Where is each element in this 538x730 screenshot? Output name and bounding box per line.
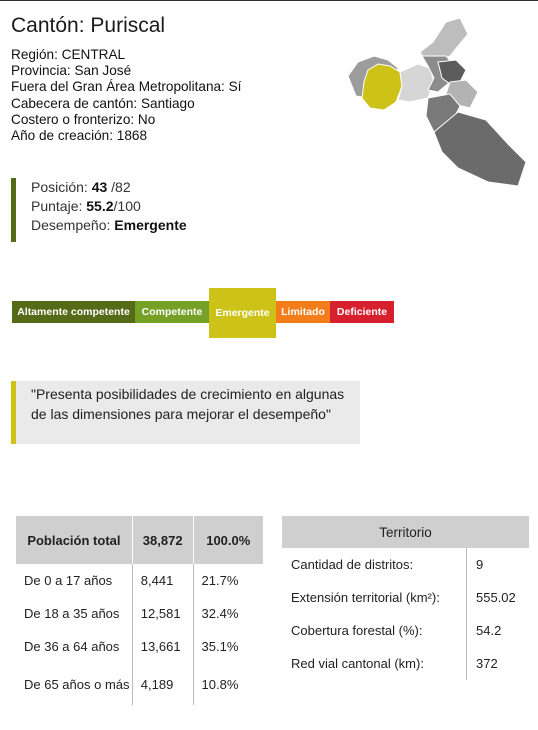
top-rule <box>0 0 538 1</box>
age-group-percent: 35.1% <box>193 630 263 663</box>
scale-emergente: Emergente <box>209 288 276 338</box>
territory-value: 555.02 <box>467 581 530 614</box>
meta-gam: Fuera del Gran Área Metropolitana: Sí <box>11 79 242 95</box>
scale-competente: Competente <box>135 301 209 323</box>
population-table <box>16 516 263 705</box>
score-panel <box>11 178 187 242</box>
age-group-percent: 32.4% <box>193 597 263 630</box>
page-title: Cantón: Puriscal <box>11 14 166 37</box>
canton-metadata <box>11 47 241 144</box>
table-row <box>16 597 263 630</box>
table-row <box>16 564 263 597</box>
scale-altamente-competente: Altamente competente <box>12 301 135 323</box>
population-header-total: 38,872 <box>132 516 193 564</box>
performance-quote: "Presenta posibilidades de crecimiento en algunas de las dimensiones para mejorar el desempeño" <box>11 381 360 444</box>
map-region-center <box>398 64 434 102</box>
population-header-percent: 100.0% <box>193 516 263 564</box>
age-group-label: De 0 a 17 años <box>24 573 113 588</box>
age-group-percent: 10.8% <box>193 663 263 705</box>
table-row <box>282 614 529 647</box>
table-row <box>282 647 529 680</box>
territory-value: 54.2 <box>467 614 530 647</box>
map-region-north <box>420 18 468 62</box>
age-group-label: De 65 años o más <box>24 676 130 692</box>
table-row <box>16 663 263 705</box>
table-row <box>282 581 529 614</box>
territory-label: Extensión territorial (km²): <box>291 590 440 605</box>
canton-location-map <box>338 12 534 192</box>
territory-header: Territorio <box>282 516 529 548</box>
map-region-puriscal <box>362 64 402 110</box>
population-header-label: Población total <box>16 516 132 564</box>
territory-value: 372 <box>467 647 530 680</box>
age-group-count: 4,189 <box>132 663 193 705</box>
territory-header-row <box>282 516 529 548</box>
map-region-south <box>434 112 526 186</box>
age-group-percent: 21.7% <box>193 564 263 597</box>
desempeno-line: Desempeño: Emergente <box>31 217 187 233</box>
population-header-row <box>16 516 263 564</box>
age-group-label: De 36 a 64 años <box>24 639 120 654</box>
meta-ano-creacion: Año de creación: 1868 <box>11 128 148 144</box>
position-line: Posición: 43 /82 <box>31 179 131 195</box>
territory-label: Cantidad de distritos: <box>291 557 414 572</box>
age-group-count: 13,661 <box>132 630 193 663</box>
age-group-label: De 18 a 35 años <box>24 606 120 621</box>
scale-deficiente: Deficiente <box>330 301 394 323</box>
age-group-count: 12,581 <box>132 597 193 630</box>
territory-label: Red vial cantonal (km): <box>291 656 424 671</box>
meta-costero: Costero o fronterizo: No <box>11 111 156 127</box>
age-group-count: 8,441 <box>132 564 193 597</box>
territory-value: 9 <box>467 548 530 581</box>
meta-region: Región: CENTRAL <box>11 47 126 62</box>
scale-limitado: Limitado <box>276 301 330 323</box>
table-row <box>16 630 263 663</box>
meta-provincia: Provincia: San José <box>11 63 132 79</box>
puntaje-line: Puntaje: 55.2/100 <box>31 198 141 214</box>
territory-table <box>282 516 529 680</box>
territory-label: Cobertura forestal (%): <box>291 623 423 638</box>
table-row <box>282 548 529 581</box>
meta-cabecera: Cabecera de cantón: Santiago <box>11 95 195 111</box>
